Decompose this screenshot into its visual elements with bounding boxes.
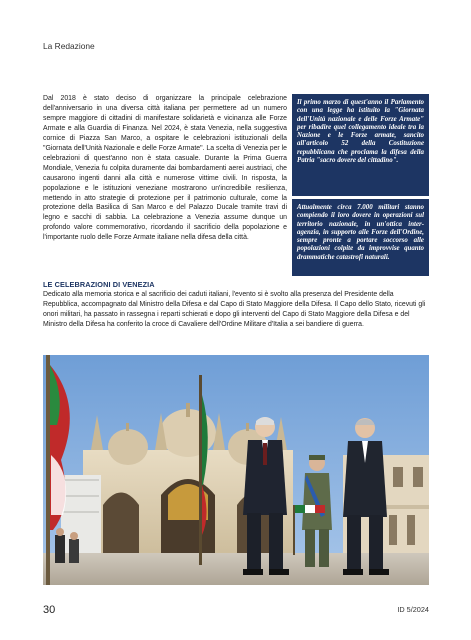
body-paragraph: Dal 2018 è stato deciso di organizzare la principale celebrazione dell'anniversario in una diversa città italiana per permettere ad un numero sempre maggiore di cittadini di manifestare solidarietà e vicinanza alle Forze Armate e alla Guardia di Finanza. Nel 2024, è stata Venezia, nella suggestiva cornice di Piazza San Marco, a ospitare le celebrazioni istituzionali della "Giornata dell'Unità Nazionale e delle Forze Armate". La scelta di Venezia per le celebrazioni di quest'anno non è stata casuale. Durante la Prima Guerra Mondiale, Venezia fu colpita duramente dai bombardamenti aerei austriaci, che causarono ingenti danni alla città e numerose vittime civili. In risposta, la popolazione e le istituzioni veneziane mostrarono un'incredibile resilienza, mettendo in atto strategie di protezione per il patrimonio culturale, come la protezione della Basilica di San Marco e del Palazzo Ducale tramite travi di legno e sacchi di sabbia. La celebrazione a Venezia assume dunque un profondo valore commemorativo, ricordando il sacrificio della popolazione e l'importante ruolo delle Forze Armate italiane nella difesa della città. [43,95,287,242]
section-text: Dedicato alla memoria storica e al sacrificio dei caduti italiani, l'evento si è svolto alla presenza del Presidente della Repubblica, accompagnato dal Ministro della Difesa e dal Capo di Stato Maggiore della Difesa. Il Capo dello Stato, ricevuti gli onori militari, ha passato in rassegna i reparti schierati e dopo gli interventi del Capo di Stato Maggiore della Difesa e del Ministro della Difesa ha conferito la croce di Cavaliere dell'Ordine Militare d'Italia a sei bandiere di guerra. [43,291,426,328]
main-column [43,94,287,243]
sidebar-text-military: Attualmente circa 7.000 militari stanno compiendo il loro dovere in operazioni sul territorio nazionale, in un'ottica inter-agenzia, in supporto alle Forze dell'Ordine, sempre pronte a portare soccorso alle popolazioni colpite da improvvise quanto drammatiche catastrofi naturali. [297,204,424,261]
sidebar-box-military [292,199,429,276]
section-header: La Redazione [43,41,95,51]
page-number: 30 [43,604,56,616]
sidebar-box-law [292,94,429,196]
sidebar-text-law: Il primo marzo di quest'anno il Parlamento con una legge ha istituito la "Giornata dell'Unità nazionale e delle Forze Armate" per ribadire quel collegamento ideale tra la Nazione e le Forze armate, sancito all'articolo 52 della Costituzione repubblicana che proclama la difesa della Patria "sacro dovere del cittadino". [297,99,424,165]
issue-label: ID 5/2024 [397,605,429,614]
section-title: LE CELEBRAZIONI DI VENEZIA [43,280,155,289]
ceremony-photo [43,355,429,585]
